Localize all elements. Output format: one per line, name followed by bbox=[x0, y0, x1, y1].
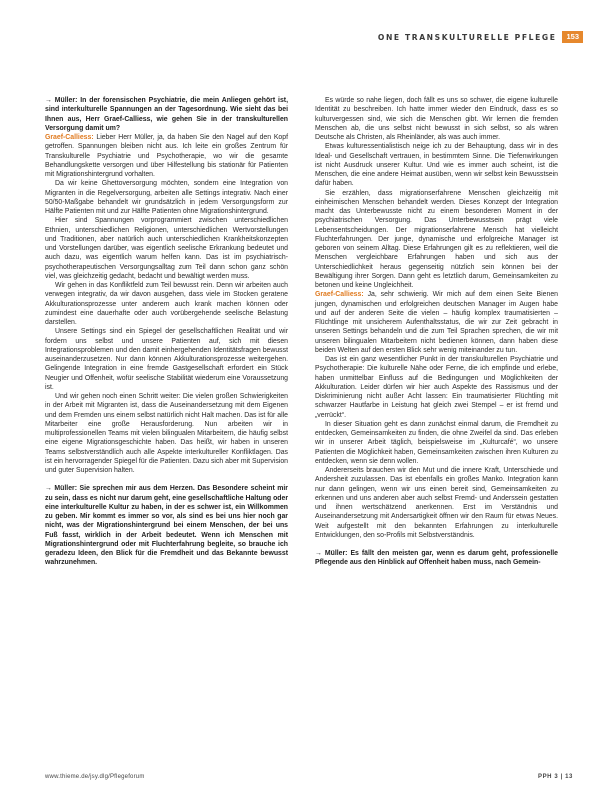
paragraph: Das ist ein ganz wesentlicher Punkt in der transkulturellen Psychiatrie und Psychotherapie: Die kulturelle Nähe oder Ferne, die ich empfinde und erlebe, haben unmittelbar Einfluss auf die Bedingungen und Möglichkeiten der Akkulturation. Leider dürfen wir hier auch Aspekte des Rassismus und der Diskriminierung nicht außer Acht lassen: Ein traumatisierter Flüchtling mit schwarzer Hautfarbe in Leistung hat gleich zwei Stempel – er ist fremd und „verrückt“. bbox=[315, 356, 558, 419]
paragraph: Andererseits brauchen wir den Mut und die innere Kraft, Unterschiede und Andersheit zuzulassen. Das ist ebenfalls ein großes Manko. Integration kann nur dann gelingen, wenn wir uns einen bereit sind, Gemeinsamkeiten zu erkennen und uns anderen aber auch selbst Fremd- und Anderssein gestatten und ihnen wertschätzend anerkennen. Erst im Verständnis und Auseinandersetzung mit Andersartigkeit öffnen wir den Raum für etwas Neues. Weit aufgestellt mit den bekannten Erfahrungen zu interkulturelle Entwicklungen, den so-Profils mit Selbstverständnis. bbox=[315, 467, 558, 539]
arrow-icon: → bbox=[45, 485, 52, 493]
arrow-icon: → bbox=[315, 550, 322, 557]
arrow-icon: → bbox=[45, 97, 52, 104]
paragraph: Da wir keine Ghettoversorgung möchten, sondern eine Integration von Migranten in die Regelversorgung, arbeiten alle Settings integrativ. Nach einer 50/50-Maßgabe behandelt wir grundsätzlich in jedem Versorgungsform zur Hälfte Patienten mit und zur Hälfte Patienten ohne Migrationshintergrund. bbox=[45, 180, 288, 215]
paragraph: Etwas kulturessentialistisch neige ich zu der Behauptung, dass wir in des Ideal- und Gesellschaft vertrauen, in bestimmtem Sinne. Die Tiefenwirkungen ist nicht Ausdruck unserer Kultur. Und wie es immer auch scheint, ist die Menschen, die eine andere Heimat ausüben, wenn wir selbst kein Bewusstsein dafür haben. bbox=[315, 143, 558, 188]
header-title: ONE TRANSKULTURELLE PFLEGE bbox=[377, 32, 557, 42]
speaker-name: Graef-Calliess: bbox=[45, 134, 94, 141]
answer-text: Ja, sehr schwierig. Wir mich auf dem einen Seite Bienen jungen, dynamischen und erfolgreichen deutschen Manager im Augen habe und auf der anderen Seite die vielen – häufig komplex traumatisierten – Flüchtlinge mit unsicherem Aufenthaltsstatus, die wir zur Zeit gebracht in unseren Settings behandeln und die zum Teil Sprachen sprechen, die wir mit unseren bilingualen Mitarbeitern nicht bedienen können, dann haben diese beiden Welten auf den ersten Blick sehr wenig miteinander zu tun. bbox=[315, 291, 558, 354]
paragraph: Und wir gehen noch einen Schritt weiter: Die vielen großen Schwierigkeiten in der Arbeit mit Migranten ist, dass die Auseinandersetzung mit dem Eigenen und dem Fremden uns einem selbst natürlich nicht Halt machen. Das ist für alle Mitarbeiter eine große Herausforderung. Nun arbeiten wir in multiprofessionellen Teams mit vielen bilingualen Mitarbeitern, die häufig selbst eine eigene Migrationsgeschichte haben. Das heißt, wir haben in unseren Teams selbstverständlich auch alle Aspekte interkultureller Konfliktlagen. Das ist ein hervorragender Spiegel für die Patienten. Dazu sich aber mit Supervision und guter Supervision halten. bbox=[45, 393, 288, 474]
speaker-name: Müller: bbox=[54, 485, 78, 493]
question-text: In der forensischen Psychiatrie, die mein Anliegen gehört ist, sind interkulturelle Spannungen an der Tagesordnung. Wie sieht das bei Ihnen aus, Herr Graef-Calliess, wie gehen Sie in der transkulturellen Versorgung damit um? bbox=[45, 97, 289, 132]
footer-page-info: PPH 3 | 13 bbox=[537, 774, 573, 780]
paragraph: Wir gehen in das Konfliktfeld zum Teil bewusst rein. Denn wir arbeiten auch verwegen integrativ, da wir davon ausgehen, dass viele im Stocken geratene Akkulturationsprozesse unter anderem auch krank machen können oder zumindest eine dauerhafte oder auch vorübergehende seelische Belastung darstellen. bbox=[45, 282, 288, 326]
paragraph: In dieser Situation geht es dann zunächst einmal darum, die Fremdheit zu entdecken, Gemeinsamkeiten zu finden, die ohne Zweifel da sind. Das erleben wir in unserer Arbeit täglich, beispielsweise im „Kulturcafé“, wo unsere Patienten die Möglichkeit haben, Gemeinsamkeiten zwischen ihren Kulturen zu entdecken, wenn sie denn wollen. bbox=[315, 420, 558, 465]
paragraph: Sie erzählen, dass migrationserfahrene Menschen gleichzeitig mit einheimischen Menschen behandelt werden. Dieses Konzept der Integration macht das Unterbewusste nicht zu einem besonderen Moment in der psychiatrischen Versorgung. Das Unterbewusstsein prägt viele Lebensentscheidungen. Der migrationserfahrene Mensch hat vielleicht Fluchterfahrungen. Der junge, dynamische und erfolgreiche Manager ist geboren von seinem Alltag. Diese Erfahrungen gilt es zu reflektieren, weil die Menschen vergleichbare Erfahrungen haben und sich aus der Unterschiedlichkeit heraus gegenseitig nützlich sein können bei der Bewältigung ihrer Sorgen. Dann geht es letztlich darum, Gemeinsamkeiten zu betonen und keine Ungleichheit. bbox=[315, 189, 558, 289]
question-text: Es fällt den meisten gar, wenn es darum geht, professionelle Pflegende aus den Hinblick auf Offenheit haben muss, nach Gemein- bbox=[315, 550, 558, 567]
footer-url: www.thieme.de/jsy.dlg/Pflegeforum bbox=[45, 774, 145, 780]
question-block bbox=[45, 484, 288, 567]
answer-text: Lieber Herr Müller, ja, da haben Sie den Nagel auf den Kopf getroffen. Spannungen bleiben nicht aus. Ich leite ein großes Zentrum für Transkulturelle Psychiatrie und Psychotherapie, wo wir die gesamte Behandlungskette versorgen und über Hilfestellung bis stationär für Patienten mit Migrationshintergrund vorhalten. bbox=[45, 134, 288, 178]
speaker-name: Müller: bbox=[54, 97, 78, 104]
question-block bbox=[315, 549, 558, 568]
answer-paragraph bbox=[315, 290, 558, 355]
right-column bbox=[315, 96, 558, 568]
left-column bbox=[45, 96, 288, 568]
paragraph: Unsere Settings sind ein Spiegel der gesellschaftlichen Realität und wir fordern uns selbst und unsere Patienten auf, sich mit diesen Integrationsproblemen und den damit einhergehenden Identitätsfragen bewusst auseinanderzusetzen. Nur dann können Akkulturationsprozesse weitergehen. Gelingende Integration in eine fremde Gastgesellschaft erfordert ein Stück Neugier und Offenheit, wofür seelische Stabilität wiederum eine Voraussetzung ist. bbox=[45, 328, 288, 391]
question-block bbox=[45, 96, 288, 133]
running-header bbox=[378, 31, 583, 43]
speaker-name: Graef-Calliess: bbox=[315, 291, 364, 299]
paragraph: Hier sind Spannungen vorprogrammiert zwischen unterschiedlichen Ethnien, unterschiedlichen Religionen, unterschiedlichen Wertvorstellungen und Traditionen, aber natürlich auch unterschiedlichen Krankheitskonzepten und Vorstellungen darüber, was eigentlich seelische Erkrankung bedeutet und auch dazu, was eigentlich warum helfen kann. Das ist im psychiatrisch-psychotherapeutischen Versorgungsalltag zum Teil dann schon ganz schön viel, was gleichzeitig gedacht, bedacht und bewältigt werden muss. bbox=[45, 217, 288, 280]
speaker-name: Müller: bbox=[324, 550, 348, 557]
header-page-number: 153 bbox=[562, 31, 583, 43]
question-text: Sie sprechen mir aus dem Herzen. Das Besondere scheint mir zu sein, dass es nicht nur darum geht, eine gesellschaftliche Haltung oder eine interkulturelle Kultur zu haben, in der es schwer ist, ein Willkommen zu geben. Mir kommt es immer so vor, als sind es bei uns hier noch gar nicht, was der Migrationshintergrund bei einem Menschen, der bei uns Fuß fasst, wirklich in der Arbeit bedeutet. Wenn ich Menschen mit Migrationshintergrund oder mit Fluchterfahrung begleite, so brauche ich geradezu Ideen, den Blick für die Fremdheit und das Bekannte bewusst wahrzunehmen. bbox=[45, 485, 288, 567]
paragraph: Es würde so nahe liegen, doch fällt es uns so schwer, die eigene kulturelle Identität zu beschreiben. Ich hatte immer wieder den Eindruck, dass es so kulturvergessen sind, wie sich die Menschen gibt. Wir lernen die fremden Menschen ab, die uns selbst nicht bewusst in sich selbst, so als wären Deutsche als Christen, als Rheinländer, als was auch immer. bbox=[315, 97, 558, 141]
answer-paragraph bbox=[45, 133, 288, 179]
